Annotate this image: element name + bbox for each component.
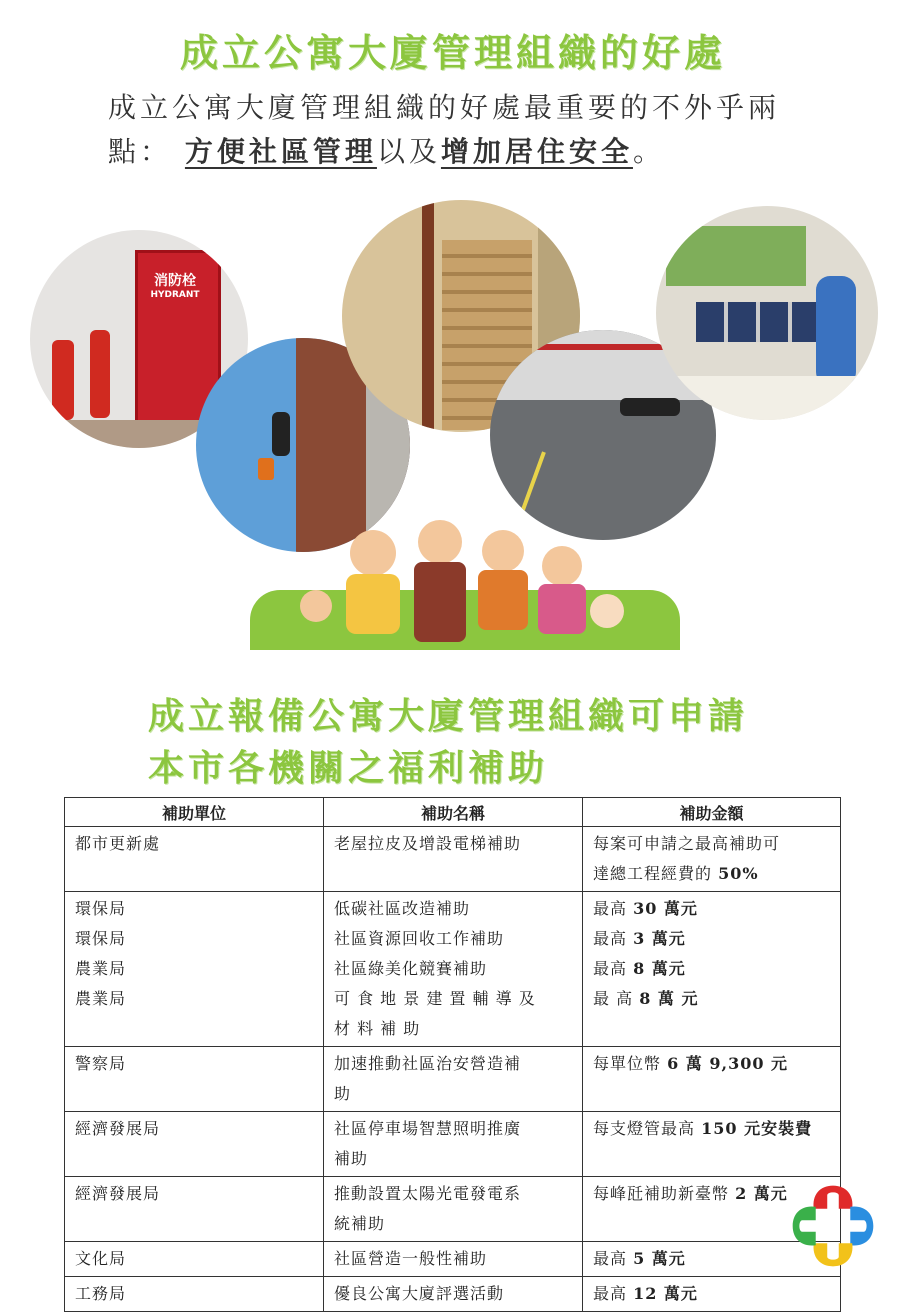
name-cell-line: 統補助	[334, 1214, 386, 1233]
amount-cell-line: 最高 12 萬元	[593, 1284, 698, 1303]
amount-cell-line: 最 高 8 萬 元	[593, 989, 699, 1008]
unit-cell-line: 農業局	[75, 989, 127, 1008]
unit-cell-line: 工務局	[75, 1284, 127, 1303]
name-cell	[324, 1177, 583, 1242]
amount-cell	[583, 1112, 841, 1177]
unit-cell-line: 環保局	[75, 929, 127, 948]
amount-cell-line: 最高 3 萬元	[593, 929, 686, 948]
table-row	[65, 1112, 841, 1177]
subsidy-title-line2: 本市各機關之福利補助	[148, 747, 549, 789]
name-cell-line: 助	[334, 1084, 352, 1103]
intro-point-management: 方便社區管理	[184, 135, 377, 168]
subsidy-section-title	[148, 690, 748, 794]
unit-cell	[65, 1112, 324, 1177]
amount-cell-line: 每峰瓩補助新臺幣 2 萬元	[593, 1184, 788, 1203]
name-cell-line: 加速推動社區治安營造補	[334, 1054, 522, 1073]
intro-end: 。	[632, 135, 665, 168]
hydrant-sign	[140, 270, 210, 300]
name-cell-line: 材 料 補 助	[334, 1019, 421, 1038]
amount-cell	[583, 1047, 841, 1112]
amount-cell	[583, 827, 841, 892]
hydrant-sign-en: HYDRANT	[150, 290, 200, 300]
unit-cell	[65, 892, 324, 1047]
header-name: 補助名稱	[324, 798, 583, 827]
name-cell	[324, 1112, 583, 1177]
name-cell-line: 社區停車場智慧照明推廣	[334, 1119, 522, 1138]
hydrant-sign-cn: 消防栓	[154, 273, 196, 289]
intro-line1: 成立公寓大廈管理組織的好處最重要的不外乎兩	[108, 91, 781, 124]
name-cell-line: 低碳社區改造補助	[334, 899, 471, 918]
name-cell	[324, 827, 583, 892]
table-header-row	[65, 798, 841, 827]
name-cell	[324, 1277, 583, 1312]
subsidy-table	[64, 797, 841, 1312]
name-cell-line: 補助	[334, 1149, 369, 1168]
name-cell	[324, 1242, 583, 1277]
name-cell-line: 優良公寓大廈評選活動	[334, 1284, 505, 1303]
amount-cell-line: 每支燈管最高 150 元安裝費	[593, 1119, 813, 1138]
name-cell-line: 可 食 地 景 建 置 輔 導 及	[334, 989, 536, 1008]
amount-cell-line: 最高 30 萬元	[593, 899, 698, 918]
header-unit: 補助單位	[65, 798, 324, 827]
unit-cell-line: 經濟發展局	[75, 1184, 161, 1203]
intro-point-safety: 增加居住安全	[440, 135, 633, 168]
amount-cell-line: 最高 5 萬元	[593, 1249, 686, 1268]
unit-cell-line: 警察局	[75, 1054, 127, 1073]
amount-cell-line: 最高 8 萬元	[593, 959, 686, 978]
table-body	[65, 827, 841, 1312]
security-room-photo	[656, 206, 878, 420]
intro-prefix: 點：	[108, 135, 173, 168]
amount-cell	[583, 892, 841, 1047]
name-cell	[324, 1047, 583, 1112]
name-cell-line: 社區綠美化競賽補助	[334, 959, 488, 978]
table-row	[65, 827, 841, 892]
unit-cell-line: 農業局	[75, 959, 127, 978]
name-cell-line: 社區營造一般性補助	[334, 1249, 488, 1268]
unit-cell	[65, 1242, 324, 1277]
name-cell-line: 社區資源回收工作補助	[334, 929, 505, 948]
table-row	[65, 1277, 841, 1312]
unit-cell-line: 環保局	[75, 899, 127, 918]
amount-cell-line: 每單位幣 6 萬 9,300 元	[593, 1054, 789, 1073]
name-cell-line: 推動設置太陽光電發電系	[334, 1184, 522, 1203]
city-logo	[785, 1178, 881, 1274]
unit-cell	[65, 1177, 324, 1242]
intro-connector: 以及	[376, 135, 441, 168]
unit-cell	[65, 1047, 324, 1112]
table-row	[65, 1177, 841, 1242]
unit-cell-line: 經濟發展局	[75, 1119, 161, 1138]
subsidy-title-line1: 成立報備公寓大廈管理組織可申請	[148, 695, 749, 737]
amount-cell-line: 每案可申請之最高補助可	[593, 834, 781, 853]
table-row	[65, 1047, 841, 1112]
header-amount: 補助金額	[583, 798, 841, 827]
table-row	[65, 1242, 841, 1277]
amount-cell-line: 達總工程經費的 50%	[593, 864, 759, 883]
amount-cell	[583, 1277, 841, 1312]
intro-paragraph	[108, 86, 848, 174]
unit-cell	[65, 1277, 324, 1312]
unit-cell-line: 文化局	[75, 1249, 127, 1268]
unit-cell	[65, 827, 324, 892]
unit-cell-line: 都市更新處	[75, 834, 161, 853]
table-row	[65, 892, 841, 1047]
page-title: 成立公寓大廈管理組織的好處	[179, 30, 726, 75]
name-cell	[324, 892, 583, 1047]
family-illustration	[250, 470, 680, 660]
photo-collage	[20, 190, 886, 660]
name-cell-line: 老屋拉皮及增設電梯補助	[334, 834, 522, 853]
